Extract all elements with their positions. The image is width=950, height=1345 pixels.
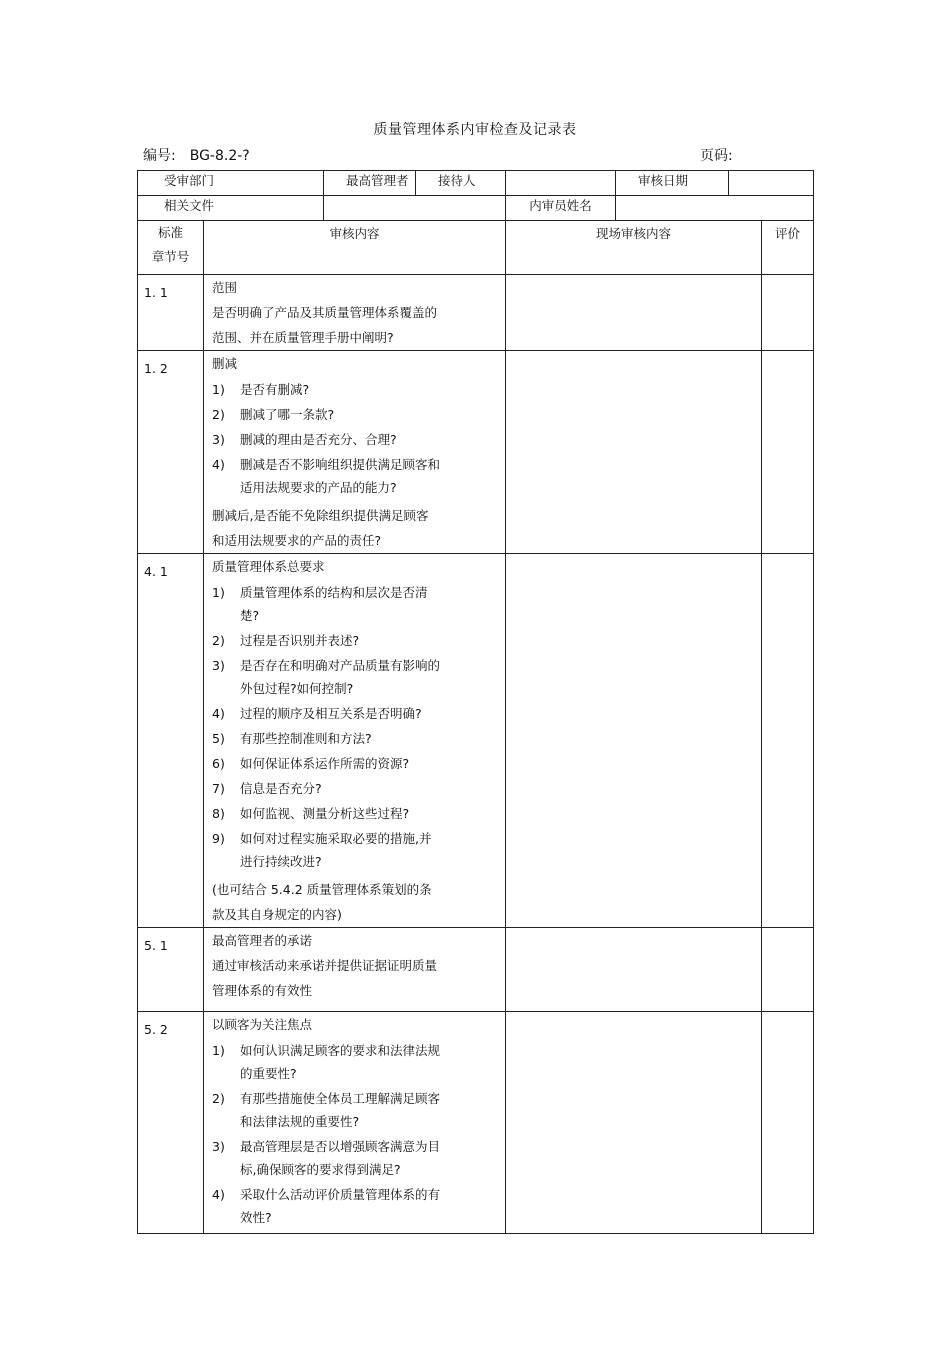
- checklist-item-line: 有那些措施使全体员工理解满足顾客: [240, 1091, 441, 1106]
- checklist-item-line: 如何认识满足顾客的要求和法律法规: [240, 1043, 441, 1058]
- checklist-item-number: 6): [212, 756, 225, 771]
- section-audit-content: [204, 275, 506, 351]
- checklist-item-text: [240, 1135, 497, 1181]
- audit-date-label: 审核日期: [616, 171, 729, 196]
- audit-date-value-cell[interactable]: [729, 171, 814, 196]
- section-heading: 范围: [212, 280, 238, 295]
- checklist-item: [212, 727, 497, 750]
- section-row: [138, 275, 814, 351]
- checklist-item-line: 如何保证体系运作所需的资源?: [240, 756, 410, 771]
- checklist-item-line: 的重要性?: [240, 1066, 297, 1081]
- checklist-item: [212, 654, 497, 700]
- checklist-item-number: 2): [212, 407, 225, 422]
- checklist-item-line: 进行持续改进?: [240, 854, 322, 869]
- checklist-item: [212, 1183, 497, 1229]
- section-row: [138, 1012, 814, 1234]
- section-heading: 质量管理体系总要求: [212, 559, 325, 574]
- section-audit-content: [204, 351, 506, 554]
- section-text-line: 范围、并在质量管理手册中阐明?: [212, 330, 394, 345]
- checklist-item-line: 删减了哪一条款?: [240, 407, 335, 422]
- checklist-item-line: 如何监视、测量分析这些过程?: [240, 806, 410, 821]
- rating-cell[interactable]: [762, 928, 814, 1012]
- checklist-item-text: [240, 403, 497, 426]
- checklist-item-number: 3): [212, 658, 225, 673]
- rating-header: 评价: [762, 221, 814, 275]
- checklist-item: [212, 1039, 497, 1085]
- onsite-content-cell[interactable]: [506, 1012, 762, 1234]
- checklist-item-line: 有那些控制准则和方法?: [240, 731, 372, 746]
- checklist-item-number: 1): [212, 585, 225, 600]
- checklist-item: [212, 428, 497, 451]
- rating-cell[interactable]: [762, 351, 814, 554]
- column-header-row: [138, 221, 814, 275]
- checklist-item-text: [240, 1183, 497, 1229]
- checklist-item-line: 信息是否充分?: [240, 781, 322, 796]
- checklist-item-text: [240, 727, 497, 750]
- checklist-item-text: [240, 802, 497, 825]
- checklist-item-line: 删减的理由是否充分、合理?: [240, 432, 397, 447]
- checklist-item: [212, 752, 497, 775]
- section-audit-content: [204, 928, 506, 1012]
- checklist-item-text: [240, 581, 497, 627]
- checklist-item-line: 外包过程?如何控制?: [240, 681, 354, 696]
- form-number-value: BG-8.2-?: [189, 148, 250, 164]
- section-audit-content: [204, 554, 506, 928]
- form-title: 质量管理体系内审检查及记录表: [373, 122, 577, 138]
- section-number: 1. 1: [138, 275, 204, 351]
- checklist-item-text: [240, 1087, 497, 1133]
- related-docs-value-cell[interactable]: [324, 196, 506, 221]
- onsite-content-cell[interactable]: [506, 275, 762, 351]
- checklist-item: [212, 777, 497, 800]
- auditor-name-label: 内审员姓名: [506, 196, 616, 221]
- checklist-item-line: 是否有删减?: [240, 382, 310, 397]
- checklist-item-line: 效性?: [240, 1210, 272, 1225]
- header-row-1: [138, 171, 814, 196]
- audit-content-header: 审核内容: [204, 221, 506, 275]
- checklist-item-text: [240, 1039, 497, 1085]
- section-heading: 最高管理者的承诺: [212, 933, 313, 948]
- checklist-item-number: 1): [212, 382, 225, 397]
- checklist-item-line: 过程是否识别并表述?: [240, 633, 360, 648]
- audit-record-table: [137, 170, 814, 1234]
- checklist-item-line: 标,确保顾客的要求得到满足?: [240, 1162, 401, 1177]
- checklist-item-number: 3): [212, 432, 225, 447]
- checklist-item-number: 2): [212, 633, 225, 648]
- form-number: [143, 145, 250, 165]
- top-manager-label: 最高管理者: [324, 171, 416, 196]
- section-number: 5. 2: [138, 1012, 204, 1234]
- section-row: [138, 554, 814, 928]
- section-text-line: 通过审核活动来承诺并提供证据证明质量: [212, 958, 438, 973]
- audited-dept-label: 受审部门: [138, 171, 324, 196]
- rating-cell[interactable]: [762, 554, 814, 928]
- onsite-content-cell[interactable]: [506, 928, 762, 1012]
- rating-cell[interactable]: [762, 1012, 814, 1234]
- checklist-item-text: [240, 752, 497, 775]
- section-text-line: 管理体系的有效性: [212, 983, 313, 998]
- checklist-item: [212, 581, 497, 627]
- checklist-item-text: [240, 777, 497, 800]
- section-note-line: 删减后,是否能不免除组织提供满足顾客: [212, 508, 429, 523]
- std-section-header: 标准 章节号: [138, 221, 204, 275]
- checklist-item-text: [240, 827, 497, 873]
- checklist-item-number: 8): [212, 806, 225, 821]
- section-number: 5. 1: [138, 928, 204, 1012]
- checklist-item-number: 4): [212, 457, 225, 472]
- checklist-item-number: 4): [212, 1187, 225, 1202]
- onsite-content-cell[interactable]: [506, 554, 762, 928]
- checklist-item: [212, 1135, 497, 1181]
- checklist-item-number: 1): [212, 1043, 225, 1058]
- checklist-item: [212, 802, 497, 825]
- section-heading: 删减: [212, 356, 238, 371]
- section-audit-content: [204, 1012, 506, 1234]
- checklist-item-line: 质量管理体系的结构和层次是否清: [240, 585, 428, 600]
- rating-cell[interactable]: [762, 275, 814, 351]
- checklist-item-line: 是否存在和明确对产品质量有影响的: [240, 658, 441, 673]
- auditor-name-value-cell[interactable]: [616, 196, 814, 221]
- checklist-item-number: 5): [212, 731, 225, 746]
- section-note-line: 和适用法规要求的产品的责任?: [212, 533, 382, 548]
- checklist-item-line: 楚?: [240, 608, 260, 623]
- sections-body: [138, 275, 814, 1234]
- checklist-item: [212, 827, 497, 873]
- section-heading: 以顾客为关注焦点: [212, 1017, 313, 1032]
- header-row-2: [138, 196, 814, 221]
- onsite-content-header: 现场审核内容: [506, 221, 762, 275]
- checklist-item: [212, 1087, 497, 1133]
- receiver-label: 接待人: [416, 171, 506, 196]
- checklist-item: [212, 453, 497, 499]
- checklist-item-line: 过程的顺序及相互关系是否明确?: [240, 706, 422, 721]
- checklist-item-number: 7): [212, 781, 225, 796]
- checklist-item: [212, 378, 497, 401]
- section-number: 4. 1: [138, 554, 204, 928]
- onsite-content-cell[interactable]: [506, 351, 762, 554]
- checklist-item: [212, 629, 497, 652]
- checklist-item-line: 和法律法规的重要性?: [240, 1114, 360, 1129]
- receiver-value-cell[interactable]: [506, 171, 616, 196]
- section-number: 1. 2: [138, 351, 204, 554]
- checklist-item-number: 9): [212, 831, 225, 846]
- section-text-line: 是否明确了产品及其质量管理体系覆盖的: [212, 305, 438, 320]
- section-row: [138, 928, 814, 1012]
- checklist-item-line: 采取什么活动评价质量管理体系的有: [240, 1187, 441, 1202]
- checklist-item-number: 2): [212, 1091, 225, 1106]
- checklist-item-text: [240, 702, 497, 725]
- checklist-item-number: 4): [212, 706, 225, 721]
- checklist-item-text: [240, 654, 497, 700]
- checklist-item-line: 适用法规要求的产品的能力?: [240, 480, 397, 495]
- section-note-line: 款及其自身规定的内容): [212, 907, 342, 922]
- checklist-item-text: [240, 378, 497, 401]
- checklist-item-line: 如何对过程实施采取必要的措施,并: [240, 831, 432, 846]
- section-note-line: (也可结合 5.4.2 质量管理体系策划的条: [212, 882, 432, 897]
- section-row: [138, 351, 814, 554]
- form-number-label: 编号:: [143, 148, 176, 164]
- checklist-item-number: 3): [212, 1139, 225, 1154]
- page-number-label: 页码:: [700, 148, 733, 164]
- checklist-item-line: 删减是否不影响组织提供满足顾客和: [240, 457, 441, 472]
- checklist-item-text: [240, 428, 497, 451]
- checklist-item-line: 最高管理层是否以增强顾客满意为目: [240, 1139, 441, 1154]
- checklist-item: [212, 702, 497, 725]
- checklist-item: [212, 403, 497, 426]
- checklist-item-text: [240, 629, 497, 652]
- related-docs-label: 相关文件: [138, 196, 324, 221]
- checklist-item-text: [240, 453, 497, 499]
